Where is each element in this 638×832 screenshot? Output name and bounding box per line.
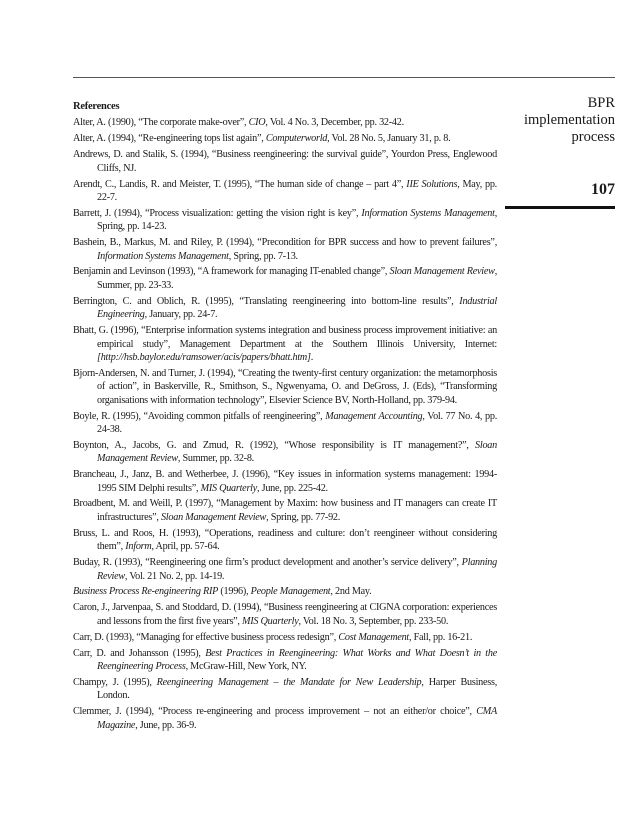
reference-list <box>73 116 497 732</box>
reference-text: (1996), <box>218 586 251 598</box>
running-head-line-2: implementation <box>523 112 615 128</box>
reference-entry <box>73 705 497 732</box>
reference-text: Bruss, L. and Roos, H. (1993), “Operations, readiness and culture: don’t reengineer without considering them”, <box>73 527 497 553</box>
reference-entry <box>73 410 497 437</box>
reference-italic-text: [http://hsb.baylor.edu/ramsower/acis/papers/bhatt.htm] <box>97 351 311 363</box>
reference-text: Brancheau, J., Janz, B. and Wetherbee, J. (1996), “Key issues in information systems management: 1994-1995 SIM Delphi results”, <box>73 469 497 494</box>
reference-italic-text: Business Process Re-engineering RIP <box>73 586 219 598</box>
reference-text: Arendt, C., Landis, R. and Meister, T. (1995), “The human side of change – part 4”, <box>73 178 407 190</box>
reference-text: , McGraw-Hill, New York, NY. <box>185 660 307 672</box>
reference-entry <box>73 295 497 322</box>
reference-text: , 2nd May. <box>330 586 372 598</box>
reference-entry <box>73 236 497 263</box>
reference-text: Clemmer, J. (1994), “Process re-engineering and process improvement – not an either/or choice”, <box>73 706 477 718</box>
page-number-rule <box>505 206 615 209</box>
reference-text: , Vol. 77 No. 4, pp. 24-38. <box>97 410 497 435</box>
page-number: 107 <box>591 181 615 198</box>
reference-text: Alter, A. (1994), “Re-engineering tops list again”, <box>73 133 266 145</box>
reference-italic-text: Sloan Management Review <box>160 511 267 523</box>
reference-italic-text: Information Systems Management <box>97 250 229 262</box>
reference-text: Caron, J., Jarvenpaa, S. and Stoddard, D. (1994), “Business reengineering at CIGNA corporation: experiences and lessons from the first five years”, <box>73 602 497 627</box>
reference-entry <box>73 367 497 407</box>
reference-text: Benjamin and Levinson (1993), “A framework for managing IT-enabled change”, <box>73 266 390 278</box>
reference-entry <box>73 265 497 292</box>
reference-italic-text: Planning Review <box>97 557 497 582</box>
reference-text: , Vol. 18 No. 3, September, pp. 233-50. <box>298 615 449 627</box>
reference-italic-text: Sloan Management Review <box>389 266 495 278</box>
running-head <box>505 95 615 146</box>
top-rule <box>73 77 615 78</box>
reference-entry <box>73 324 497 364</box>
reference-italic-text: People Management <box>250 586 331 598</box>
reference-entry <box>73 148 497 175</box>
reference-text: , June, pp. 225-42. <box>257 482 328 494</box>
reference-text: , Vol. 21 No. 2, pp. 14-19. <box>124 570 225 582</box>
reference-text: , Spring, pp. 14-23. <box>97 207 497 233</box>
reference-italic-text: Industrial Engineering <box>97 295 497 321</box>
reference-italic-text: MIS Quarterly <box>200 482 258 494</box>
reference-text: , June, pp. 36-9. <box>135 719 197 731</box>
reference-text: Barrett, J. (1994), “Process visualization: getting the vision right is key”, <box>73 207 362 219</box>
reference-entry <box>73 468 497 495</box>
running-head-line-3: process <box>571 129 615 145</box>
reference-text: Bashein, B., Markus, M. and Riley, P. (1994), “Precondition for BPR success and how to prevent failures”, <box>73 237 497 249</box>
reference-italic-text: Reengineering Management – the Mandate for New Leadership <box>156 676 422 688</box>
reference-text: , Vol. 28 No. 5, January 31, p. 8. <box>327 133 451 145</box>
reference-text: Boynton, A., Jacobs, G. and Zmud, R. (1992), “Whose responsibility is IT management?”, <box>73 439 476 451</box>
reference-entry <box>73 132 497 145</box>
reference-text: Champy, J. (1995), <box>73 676 157 688</box>
reference-text: , Summer, pp. 32-8. <box>177 453 254 465</box>
reference-entry <box>73 116 497 129</box>
reference-italic-text: IIE Solutions <box>406 178 458 190</box>
reference-text: Bhatt, G. (1996), “Enterprise information systems integration and business process improvement initiative: an empirical study”, Management Department at the Southern Illinois University, Internet: <box>73 325 497 350</box>
reference-entry <box>73 178 497 205</box>
reference-entry <box>73 631 497 644</box>
reference-text: , January, pp. 24-7. <box>144 309 218 321</box>
reference-text: , Vol. 4 No. 3, December, pp. 32-42. <box>265 117 404 129</box>
reference-text: Broadbent, M. and Weill, P. (1997), “Management by Maxim: how business and IT managers can create IT infrastructures”, <box>73 498 497 523</box>
reference-italic-text: Information Systems Management <box>361 207 495 219</box>
reference-text: Boyle, R. (1995), “Avoiding common pitfalls of reengineering”, <box>73 410 326 422</box>
reference-text: Berrington, C. and Oblich, R. (1995), “Translating reengineering into bottom-line results”, <box>73 295 460 307</box>
reference-entry <box>73 207 497 234</box>
reference-entry <box>73 601 497 628</box>
reference-italic-text: Management Accounting <box>325 410 423 422</box>
reference-text: Bjorn-Andersen, N. and Turner, J. (1994), “Creating the twenty-first century organization: the metamorphosis of action”, in Baskerville, R., Smithson, S., Ngwenyama, O. and DeGross, J. (Eds), “Transforming organisations with information technology”, Elsevier Science BV, North-Holland, pp. 379-94. <box>73 367 497 406</box>
reference-text: Carr, D. (1993), “Managing for effective business process redesign”, <box>73 631 339 643</box>
reference-text: , Fall, pp. 16-21. <box>409 631 473 643</box>
reference-text: , April, pp. 57-64. <box>151 541 220 553</box>
reference-text: , May, pp. 22-7. <box>97 178 497 203</box>
reference-text: , Summer, pp. 23-33. <box>97 266 497 291</box>
reference-text: Alter, A. (1990), “The corporate make-over”, <box>73 117 249 129</box>
reference-text: Andrews, D. and Stalik, S. (1994), “Business reengineering: the survival guide”, Yourdon Press, Englewood Cliffs, NJ. <box>73 149 497 174</box>
reference-italic-text: CMA Magazine <box>97 706 497 731</box>
reference-entry <box>73 439 497 466</box>
reference-italic-text: Inform <box>125 541 152 553</box>
reference-entry <box>73 647 497 674</box>
reference-text: Carr, D. and Johansson (1995), <box>73 647 206 659</box>
reference-italic-text: Best Practices in Reengineering: What Works and What Doesn’t in the Reengineering Process <box>97 647 498 672</box>
reference-italic-text: MIS Quarterly <box>242 615 299 627</box>
reference-entry <box>73 556 497 583</box>
reference-italic-text: Cost Management <box>338 631 410 643</box>
reference-text: . <box>310 351 314 363</box>
reference-entry <box>73 527 497 554</box>
reference-text: , Spring, pp. 77-92. <box>266 511 341 523</box>
reference-text: Buday, R. (1993), “Reengineering one firm’s product development and another’s service delivery”, <box>73 557 462 569</box>
reference-italic-text: CIO <box>248 117 266 129</box>
reference-entry <box>73 585 497 598</box>
reference-entry <box>73 676 497 703</box>
reference-text: , Spring, pp. 7-13. <box>228 250 298 262</box>
references-section <box>73 100 497 734</box>
references-heading: References <box>73 101 120 112</box>
reference-text: , Harper Business, London. <box>97 676 498 702</box>
reference-italic-text: Sloan Management Review <box>97 439 497 465</box>
reference-italic-text: Computerworld <box>265 133 328 145</box>
reference-entry <box>73 497 497 524</box>
running-head-line-1: BPR <box>587 95 615 111</box>
